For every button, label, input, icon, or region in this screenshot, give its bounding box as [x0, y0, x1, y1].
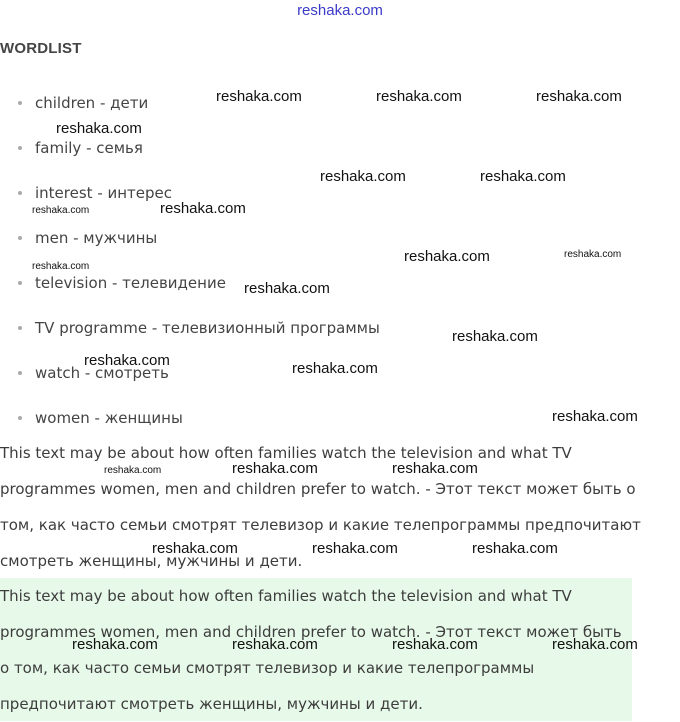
watermark: reshaka.com: [392, 460, 478, 477]
watermark: reshaka.com: [292, 360, 378, 377]
watermark: reshaka.com: [244, 280, 330, 297]
list-item-text: children - дети: [35, 94, 149, 112]
watermark: reshaka.com: [312, 540, 398, 557]
translation-paragraph: This text may be about how often families watch the television and what TV programmes women, men and children prefer to watch. - Этот текст может быть о том, как часто семьи смотрят телевизор и какие телепрограммы предпочитают смотреть женщины, мужчины и дети.: [0, 444, 641, 570]
bullet-icon: [18, 371, 22, 375]
watermark: reshaka.com: [480, 168, 566, 185]
list-item-text: interest - интерес: [35, 184, 173, 202]
watermark: reshaka.com: [320, 168, 406, 185]
list-item: [18, 229, 157, 247]
watermark: reshaka.com: [84, 352, 170, 369]
list-item: [18, 319, 380, 337]
watermark: reshaka.com: [216, 88, 302, 105]
list-item: [18, 139, 143, 157]
bullet-icon: [18, 236, 22, 240]
watermark: reshaka.com: [32, 205, 90, 216]
site-header-link[interactable]: reshaka.com: [297, 2, 383, 19]
list-item: [18, 274, 226, 292]
watermark: reshaka.com: [104, 465, 162, 476]
list-item-text: watch - смотреть: [35, 364, 169, 382]
watermark: reshaka.com: [376, 88, 462, 105]
watermark: reshaka.com: [404, 248, 490, 265]
bullet-icon: [18, 281, 22, 285]
list-item-text: women - женщины: [35, 409, 183, 427]
list-item: [18, 409, 183, 427]
watermark: reshaka.com: [552, 636, 638, 653]
bullet-icon: [18, 146, 22, 150]
watermark: reshaka.com: [72, 636, 158, 653]
bullet-icon: [18, 326, 22, 330]
list-item: [18, 184, 172, 202]
watermark: reshaka.com: [232, 636, 318, 653]
watermark: reshaka.com: [552, 408, 638, 425]
list-item-text: TV programme - телевизионный программы: [35, 319, 380, 337]
bullet-icon: [18, 191, 22, 195]
highlighted-translation-paragraph: This text may be about how often families watch the television and what TV programmes women, men and children prefer to watch. - Этот текст может быть о том, как часто семьи смотрят телевизор и какие телепрограммы предпочитают смотреть женщины, мужчины и дети.: [0, 578, 632, 721]
list-item-text: television - телевидение: [35, 274, 226, 292]
list-item-text: men - мужчины: [35, 229, 158, 247]
watermark: reshaka.com: [160, 200, 246, 217]
bullet-icon: [18, 101, 22, 105]
watermark: reshaka.com: [152, 540, 238, 557]
list-item-text: family - семья: [35, 139, 143, 157]
bullet-icon: [18, 416, 22, 420]
watermark: reshaka.com: [392, 636, 478, 653]
wordlist-heading: WORDLIST: [0, 40, 82, 57]
watermark: reshaka.com: [32, 261, 90, 272]
watermark: reshaka.com: [472, 540, 558, 557]
watermark: reshaka.com: [56, 120, 142, 137]
list-item: [18, 94, 148, 112]
watermark: reshaka.com: [536, 88, 622, 105]
watermark: reshaka.com: [232, 460, 318, 477]
watermark: reshaka.com: [452, 328, 538, 345]
watermark: reshaka.com: [564, 249, 622, 260]
